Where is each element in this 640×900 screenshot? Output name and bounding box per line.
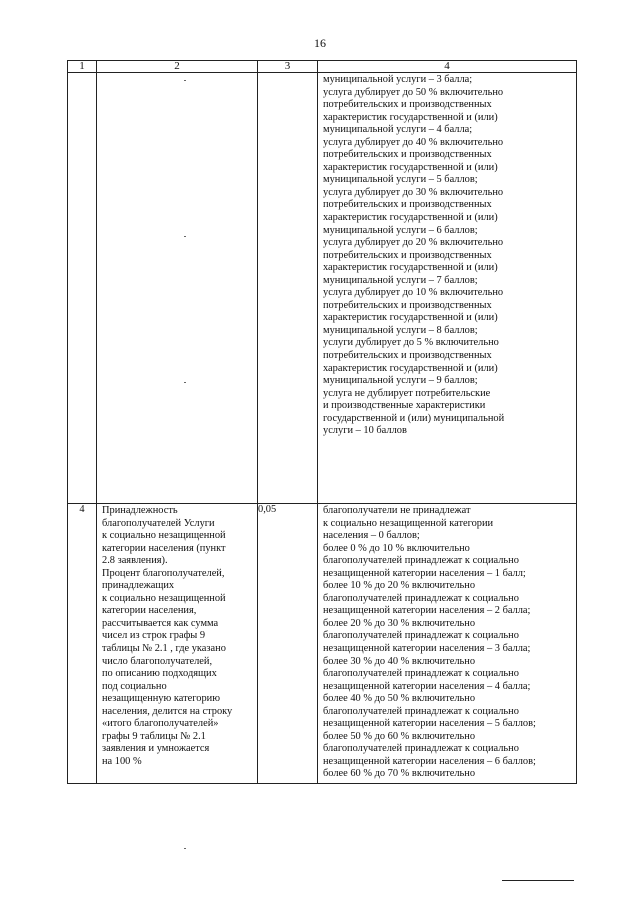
text-line: потребительских и производственных xyxy=(323,299,492,311)
text-line: более 0 % до 10 % включительно xyxy=(323,542,470,554)
criterion-cell xyxy=(97,73,258,504)
text-line: муниципальной услуги – 6 баллов; xyxy=(323,224,478,236)
text-line: более 40 % до 50 % включительно xyxy=(323,693,476,705)
text-line: благополучателей принадлежат к социально xyxy=(323,630,519,642)
scoring-lines xyxy=(318,73,576,440)
header-col-1: 1 xyxy=(68,61,97,73)
criterion-lines xyxy=(97,504,257,770)
text-line: благополучателей принадлежат к социально xyxy=(323,705,519,717)
text-line: услуга дублирует до 40 % включительно xyxy=(323,136,504,148)
text-line: Принадлежность xyxy=(102,505,178,516)
text-line: услуга дублирует до 30 % включительно xyxy=(323,186,504,198)
row-number-cell: 4 xyxy=(68,504,97,784)
text-line: незащищенной категории населения – 6 баллов; xyxy=(323,755,536,767)
text-line: муниципальной услуги – 3 балла; xyxy=(323,74,473,85)
text-line: характеристик государственной и (или) xyxy=(323,262,498,274)
text-line: на 100 % xyxy=(102,755,142,767)
page-number: 16 xyxy=(314,36,326,50)
header-col-3: 3 xyxy=(258,61,318,73)
text-line: муниципальной услуги – 7 баллов; xyxy=(323,274,478,286)
text-line: потребительских и производственных xyxy=(323,149,492,161)
text-line: по описанию подходящих xyxy=(102,668,217,680)
text-line: более 10 % до 20 % включительно xyxy=(323,580,476,592)
text-line: категории населения (пункт xyxy=(102,542,226,554)
text-line: благополучатели не принадлежат xyxy=(323,505,471,516)
table-row xyxy=(68,73,577,504)
footer-rule xyxy=(502,880,574,881)
scoring-cell xyxy=(318,73,577,504)
text-line: незащищенной категории населения – 5 баллов; xyxy=(323,718,536,730)
text-line: «итого благополучателей» xyxy=(102,718,219,730)
row-number-cell xyxy=(68,73,97,504)
text-line: принадлежащих xyxy=(102,580,175,592)
header-col-2: 2 xyxy=(97,61,258,73)
text-line: незащищенной категории населения – 2 балла; xyxy=(323,605,531,617)
text-line: благополучателей принадлежат к социально xyxy=(323,555,519,567)
text-line: услуга не дублирует потребительские xyxy=(323,387,491,399)
text-line: благополучателей принадлежат к социально xyxy=(323,592,519,604)
text-line: характеристик государственной и (или) xyxy=(323,161,498,173)
text-line: под социально xyxy=(102,680,167,692)
text-line: Процент благополучателей, xyxy=(102,567,225,579)
text-line: графы 9 таблицы № 2.1 xyxy=(102,730,206,742)
header-row xyxy=(68,61,577,73)
text-line: услуги дублирует до 5 % включительно xyxy=(323,337,499,349)
text-line: характеристик государственной и (или) xyxy=(323,212,498,224)
criterion-cell xyxy=(97,504,258,784)
text-line: услуга дублирует до 20 % включительно xyxy=(323,237,504,249)
text-line: потребительских и производственных xyxy=(323,249,492,261)
text-line: муниципальной услуги – 9 баллов; xyxy=(323,375,478,387)
text-line: к социально незащищенной xyxy=(102,530,226,542)
text-line: заявления и умножается xyxy=(102,743,210,755)
text-line: потребительских и производственных xyxy=(323,350,492,362)
text-line: благополучателей Услуги xyxy=(102,517,215,529)
criteria-table xyxy=(67,60,577,784)
text-line: более 30 % до 40 % включительно xyxy=(323,655,476,667)
header-col-4: 4 xyxy=(318,61,577,73)
text-line: населения – 0 баллов; xyxy=(323,530,420,542)
text-line: потребительских и производственных xyxy=(323,99,492,111)
text-line: незащищенной категории населения – 4 балла; xyxy=(323,680,531,692)
text-line: число благополучателей, xyxy=(102,655,213,667)
text-line: и производственные характеристики xyxy=(323,400,486,412)
text-line: населения, делится на строку xyxy=(102,705,233,717)
text-line: характеристик государственной и (или) xyxy=(323,312,498,324)
text-line: муниципальной услуги – 5 баллов; xyxy=(323,174,478,186)
text-line: благополучателей принадлежат к социально xyxy=(323,668,519,680)
text-line: категории населения, xyxy=(102,605,197,617)
text-line: более 50 % до 60 % включительно xyxy=(323,730,476,742)
text-line: характеристик государственной и (или) xyxy=(323,362,498,374)
text-line: более 60 % до 70 % включительно xyxy=(323,768,476,780)
scan-speck xyxy=(184,848,186,849)
text-line: услуги – 10 баллов xyxy=(323,425,407,437)
text-line: характеристик государственной и (или) xyxy=(323,111,498,123)
text-line: таблицы № 2.1 , где указано xyxy=(102,643,226,655)
scoring-lines xyxy=(318,504,576,783)
text-line: незащищенной категории населения – 1 балл; xyxy=(323,567,526,579)
text-line: незащищенной категории населения – 3 балла; xyxy=(323,643,531,655)
scoring-cell xyxy=(318,504,577,784)
text-line: 2.8 заявления). xyxy=(102,555,168,567)
text-line: рассчитывается как сумма xyxy=(102,617,219,629)
text-line: к социально незащищенной xyxy=(102,592,226,604)
text-line: услуга дублирует до 10 % включительно xyxy=(323,287,504,299)
text-line: услуга дублирует до 50 % включительно xyxy=(323,86,504,98)
scan-speck xyxy=(184,382,186,383)
text-line: к социально незащищенной категории xyxy=(323,517,494,529)
table-row xyxy=(68,504,577,784)
text-line: благополучателей принадлежат к социально xyxy=(323,743,519,755)
text-line: чисел из строк графы 9 xyxy=(102,630,206,642)
text-line: более 20 % до 30 % включительно xyxy=(323,617,476,629)
text-line: муниципальной услуги – 4 балла; xyxy=(323,124,473,136)
scan-speck xyxy=(184,80,186,81)
text-line: государственной и (или) муниципальной xyxy=(323,412,505,424)
weight-cell xyxy=(258,73,318,504)
text-line: незащищенную категорию xyxy=(102,693,220,705)
text-line: потребительских и производственных xyxy=(323,199,492,211)
weight-cell: 0,05 xyxy=(258,504,318,784)
text-line: муниципальной услуги – 8 баллов; xyxy=(323,324,478,336)
scan-speck xyxy=(184,236,186,237)
